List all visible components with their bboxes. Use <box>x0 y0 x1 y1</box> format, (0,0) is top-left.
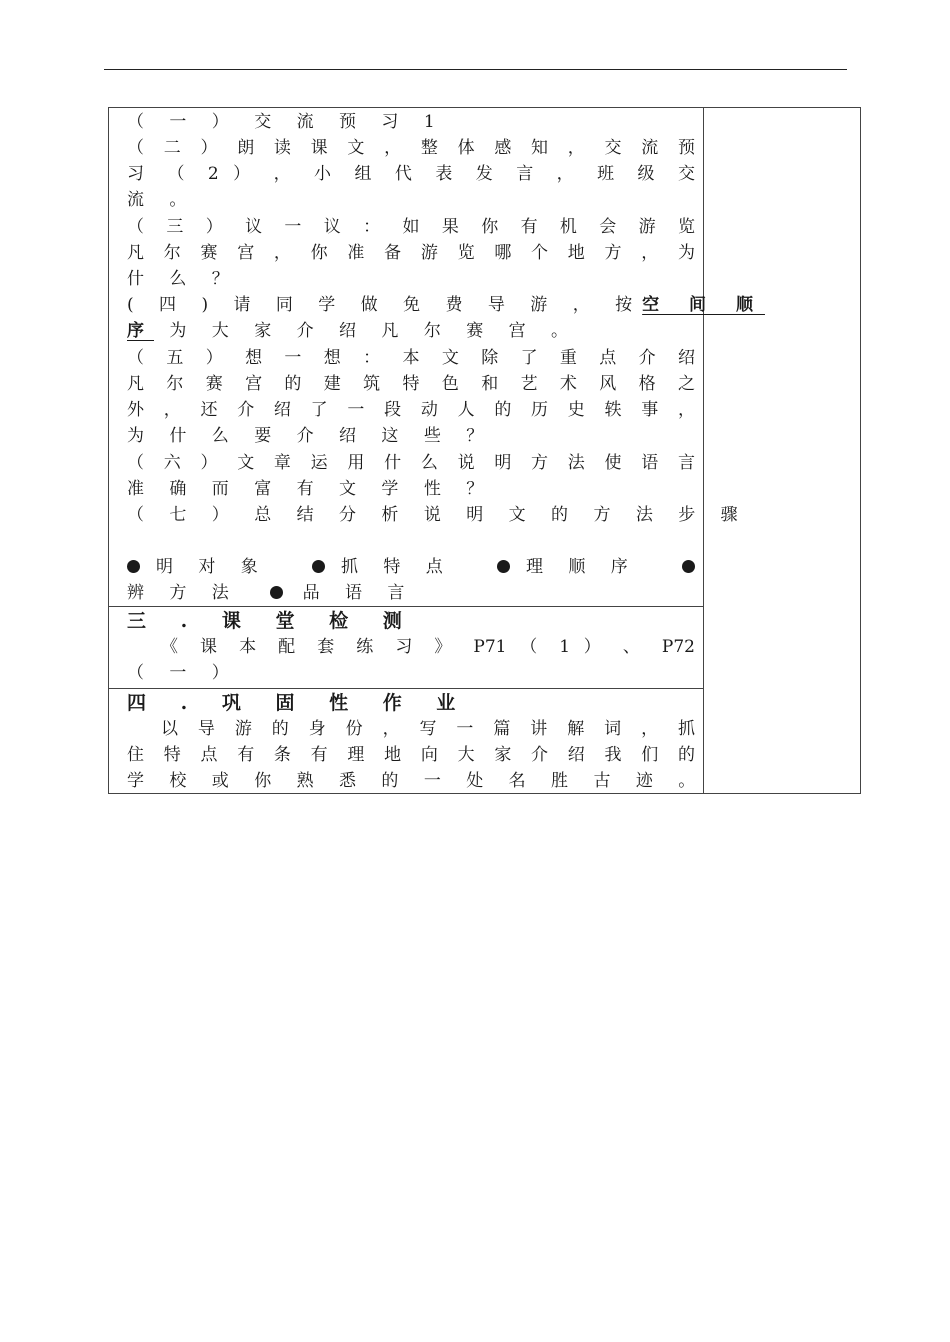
bullet-icon <box>682 560 695 573</box>
step-6-line-a: （ 六 ） 文 章 运 用 什 么 说 明 方 法 使 语 言 <box>127 453 695 473</box>
step-4-emphasis-end: 序 <box>127 321 154 341</box>
step-2-line-b: 习 （ 2 ） ， 小 组 代 表 发 言 ， 班 级 交 <box>127 164 695 184</box>
step-1: （ 一 ） 交 流 预 习 1 <box>127 112 445 132</box>
step-6-line-b: 准 确 而 富 有 文 学 性 ？ <box>127 479 494 499</box>
row-divider <box>109 606 703 607</box>
check-heading: 三 . 课 堂 检 测 <box>127 610 416 632</box>
bullet-icon <box>497 560 510 573</box>
check-line-b: （ 一 ） <box>127 663 239 683</box>
step-2-line-a: （ 二 ） 朗 读 课 文 ， 整 体 感 知 ， 交 流 预 <box>127 138 695 158</box>
step-4-text-end: 为 大 家 介 绍 凡 尔 赛 宫 。 <box>169 321 579 341</box>
method-item: 品 语 言 <box>302 583 415 603</box>
step-4-line-b <box>127 318 695 344</box>
lesson-table <box>108 107 861 794</box>
step-5-line-d: 为 什 么 要 介 绍 这 些 ？ <box>127 426 494 446</box>
step-5-line-b: 凡 尔 赛 宫 的 建 筑 特 色 和 艺 术 风 格 之 <box>127 374 695 394</box>
step-3-line-b: 凡 尔 赛 宫 ， 你 准 备 游 览 哪 个 地 方 ， 为 <box>127 243 695 263</box>
step-4-text: ( 四 ) 请 同 学 做 免 费 导 游 ， 按 <box>127 295 643 315</box>
step-3-line-c: 什 么 ？ <box>127 269 239 289</box>
step-5-line-c: 外 ， 还 介 绍 了 一 段 动 人 的 历 史 轶 事 ， <box>127 400 695 420</box>
step-5-line-a: （ 五 ） 想 一 想 ： 本 文 除 了 重 点 介 绍 <box>127 348 695 368</box>
method-item: 辨 方 法 <box>127 583 239 603</box>
method-item: 理 顺 序 <box>497 554 638 580</box>
method-list-row-2 <box>127 580 695 606</box>
method-item: 抓 特 点 <box>312 554 453 580</box>
step-4-emphasis: 空 间 顺 <box>642 295 765 315</box>
homework-line-a: 以 导 游 的 身 份 ， 写 一 篇 讲 解 词 ， 抓 <box>161 719 695 739</box>
step-4-line-a <box>127 292 765 318</box>
homework-heading: 四 . 巩 固 性 作 业 <box>127 692 470 714</box>
row-divider <box>109 688 703 689</box>
homework-line-b: 住 特 点 有 条 有 理 地 向 大 家 介 绍 我 们 的 <box>127 745 695 765</box>
step-3-line-a: （ 三 ） 议 一 议 ： 如 果 你 有 机 会 游 览 <box>127 217 695 237</box>
column-divider <box>703 108 704 793</box>
method-item: 明 对 象 <box>127 554 268 580</box>
bullet-icon <box>270 586 283 599</box>
step-7: （ 七 ） 总 结 分 析 说 明 文 的 方 法 步 骤 <box>127 505 748 525</box>
header-rule <box>104 69 847 70</box>
homework-line-c: 学 校 或 你 熟 悉 的 一 处 名 胜 古 迹 。 <box>127 771 706 791</box>
check-line-a: 《 课 本 配 套 练 习 》 P71 （ 1 ） 、 P72 <box>161 637 695 657</box>
bullet-icon <box>127 560 140 573</box>
bullet-icon <box>312 560 325 573</box>
step-2-line-c: 流 。 <box>127 190 197 210</box>
method-list-row-1 <box>127 554 695 580</box>
